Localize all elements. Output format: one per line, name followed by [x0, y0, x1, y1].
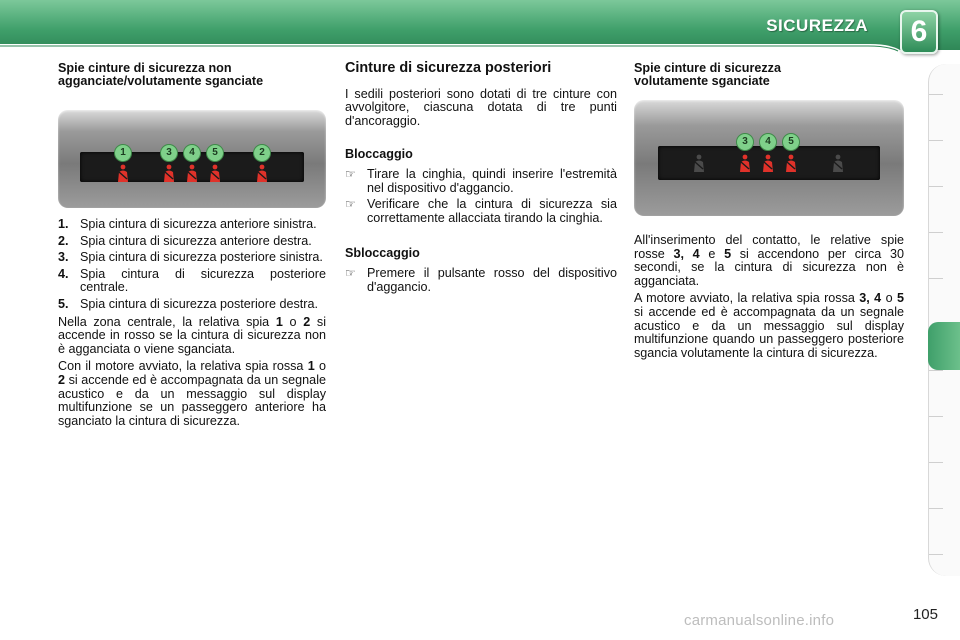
list-item: 5. Spia cintura di sicurezza posteriore destra.	[58, 296, 318, 311]
seatbelt-warning-icon	[185, 164, 199, 182]
active-chapter-tab[interactable]	[928, 322, 960, 370]
tab-divider	[929, 554, 943, 555]
tab-divider	[929, 462, 943, 463]
tab-divider	[929, 416, 943, 417]
chapter-tab-strip	[928, 64, 960, 576]
header-swoosh	[0, 42, 960, 52]
lamp-number-badge: 3	[160, 144, 178, 162]
lamp-number-badge: 4	[183, 144, 201, 162]
lamp-number-badge: 5	[206, 144, 224, 162]
list-item: 1. Spia cintura di sicurezza anteriore sinistra.	[58, 217, 317, 231]
arrow-bullet-icon: ☞	[345, 265, 356, 280]
seatbelt-off-icon	[831, 154, 845, 172]
lamp-number-badge: 2	[253, 144, 271, 162]
arrow-bullet-icon: ☞	[345, 166, 356, 181]
section-heading: Cinture di sicurezza posteriori	[345, 60, 552, 76]
rear-seatbelt-warning-panel	[634, 100, 904, 216]
section-title: SICUREZZA	[766, 16, 868, 35]
middle-column	[345, 62, 617, 297]
tab-divider	[929, 508, 943, 509]
tab-divider	[929, 140, 943, 141]
paragraph: All'inserimento del contatto, le relative spie rosse 3, 4 e 5 si accendono per circa 30 secondi, se la cintura di sicurezza non è agganciata.	[634, 233, 905, 288]
subheading-unlock: Sbloccaggio	[345, 246, 420, 261]
warning-lamp-legend	[58, 218, 326, 312]
list-item: ☞ Verificare che la cintura di sicurezza sia correttamente allacciata tirando la cinghia.	[345, 197, 617, 225]
seatbelt-off-icon	[692, 154, 706, 172]
page-number: 105	[912, 606, 938, 623]
list-item: ☞ Premere il pulsante rosso del dispositivo d'aggancio.	[345, 265, 617, 294]
subheading-lock: Bloccaggio	[345, 147, 413, 162]
list-item: 2. Spia cintura di sicurezza anteriore destra.	[58, 233, 312, 248]
list-item: 4. Spia cintura di sicurezza posteriore centrale.	[58, 266, 326, 295]
tab-divider	[929, 232, 943, 233]
seatbelt-warning-icon	[208, 164, 222, 182]
seatbelt-warning-icon	[162, 164, 176, 182]
lamp-number-badge: 4	[759, 133, 777, 151]
lamp-number-badge: 3	[736, 133, 754, 151]
seatbelt-warning-icon	[738, 154, 752, 172]
tab-divider	[929, 278, 943, 279]
seatbelt-warning-icon	[761, 154, 775, 172]
left-heading: Spie cinture di sicurezza non agganciate/volutamente sganciate	[58, 61, 264, 88]
tab-divider	[929, 186, 943, 187]
paragraph: Nella zona centrale, la relativa spia 1 o 2 si accende in rosso se la cintura di sicurezza non è agganciata o viene sganciata.	[58, 314, 326, 356]
dashboard-warning-panel	[58, 110, 326, 208]
list-item: ☞ Tirare la cinghia, quindi inserire l'estremità nel dispositivo d'aggancio.	[345, 166, 617, 195]
tab-divider	[929, 370, 943, 371]
seatbelt-warning-icon	[784, 154, 798, 172]
arrow-bullet-icon: ☞	[345, 197, 356, 212]
watermark: carmanualsonline.info	[684, 612, 835, 629]
right-heading: Spie cinture di sicurezza volutamente sganciate	[634, 61, 781, 88]
chapter-number-badge: 6	[900, 10, 938, 54]
lamp-number-badge: 1	[114, 144, 132, 162]
paragraph: I sedili posteriori sono dotati di tre cinture con avvolgitore, ciascuna dotata di tre punti d'ancoraggio.	[345, 86, 617, 128]
lamp-number-badge: 5	[782, 133, 800, 151]
seatbelt-warning-icon	[255, 164, 269, 182]
paragraph: A motore avviato, la relativa spia rossa 3, 4 o 5 si accende ed è accompagnata da un segnale acustico e da un messaggio sul display multifunzione quando un passeggero posteriore sgancia volutamente la cintura di sicurezza.	[634, 291, 904, 360]
paragraph: Con il motore avviato, la relativa spia rossa 1 o 2 si accende ed è accompagnata da un segnale acustico e da un messaggio sul display multifunzione se un passeggero anteriore ha sganciato la cintura di sicurezza.	[58, 359, 326, 428]
list-item: 3. Spia cintura di sicurezza posteriore sinistra.	[58, 250, 323, 265]
seatbelt-warning-icon	[116, 164, 130, 182]
tab-divider	[929, 94, 943, 95]
right-column	[634, 62, 904, 364]
left-column	[58, 62, 326, 432]
